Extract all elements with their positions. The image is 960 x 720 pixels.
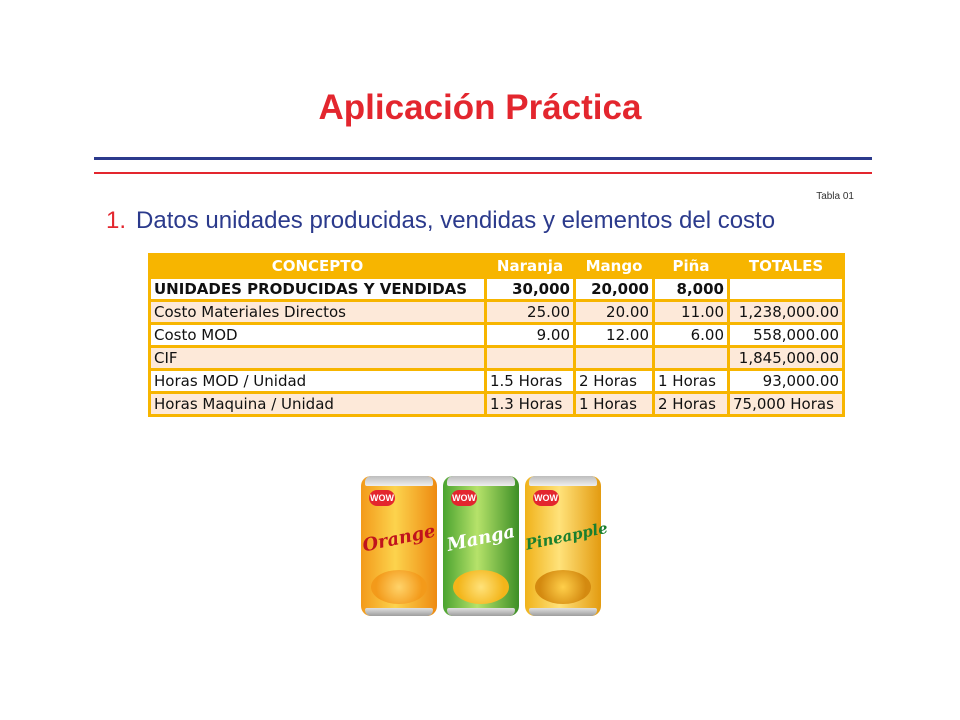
section-heading <box>106 207 775 235</box>
cell-totales: 1,238,000.00 <box>729 301 844 324</box>
cell-naranja: 1.3 Horas <box>486 393 575 416</box>
can-base <box>365 608 433 616</box>
pineapple-fruit-icon <box>535 570 591 604</box>
header-pina: Piña <box>654 255 729 278</box>
cost-table <box>148 253 845 417</box>
cell-mango <box>575 347 654 370</box>
can-base <box>529 608 597 616</box>
cell-naranja <box>486 347 575 370</box>
cell-mango: 2 Horas <box>575 370 654 393</box>
heading-number: 1. <box>106 207 127 234</box>
orange-fruit-icon <box>371 570 427 604</box>
can-lid <box>529 476 597 486</box>
cell-pina: 6.00 <box>654 324 729 347</box>
orange-can <box>361 476 437 616</box>
pineapple-can <box>523 476 610 616</box>
row-label: CIF <box>150 347 486 370</box>
table-header-row <box>150 255 844 278</box>
can-label-mango: Manga <box>445 521 517 556</box>
header-concepto: CONCEPTO <box>150 255 486 278</box>
red-divider <box>94 172 872 174</box>
header-naranja: Naranja <box>486 255 575 278</box>
cell-totales <box>729 278 844 301</box>
cell-naranja: 30,000 <box>486 278 575 301</box>
table-row <box>150 278 844 301</box>
row-label: Costo Materiales Directos <box>150 301 486 324</box>
juice-cans-image <box>355 470 610 620</box>
cell-totales: 558,000.00 <box>729 324 844 347</box>
table-row <box>150 347 844 370</box>
header-totales: TOTALES <box>729 255 844 278</box>
mango-fruit-icon <box>453 570 509 604</box>
cell-mango: 12.00 <box>575 324 654 347</box>
cell-pina: 8,000 <box>654 278 729 301</box>
cell-pina <box>654 347 729 370</box>
cell-totales: 75,000 Horas <box>729 393 844 416</box>
row-label: Costo MOD <box>150 324 486 347</box>
cell-naranja: 9.00 <box>486 324 575 347</box>
can-lid <box>365 476 433 486</box>
wow-logo: WOW <box>533 490 559 506</box>
cell-pina: 1 Horas <box>654 370 729 393</box>
row-label: UNIDADES PRODUCIDAS Y VENDIDAS <box>150 278 486 301</box>
table-row <box>150 324 844 347</box>
table-row <box>150 393 844 416</box>
row-label: Horas MOD / Unidad <box>150 370 486 393</box>
row-label: Horas Maquina / Unidad <box>150 393 486 416</box>
cell-mango: 1 Horas <box>575 393 654 416</box>
can-base <box>447 608 515 616</box>
cell-naranja: 25.00 <box>486 301 575 324</box>
can-lid <box>447 476 515 486</box>
cell-pina: 2 Horas <box>654 393 729 416</box>
table-row <box>150 370 844 393</box>
can-label-orange: Orange <box>360 520 438 557</box>
slide-title: Aplicación Práctica <box>318 88 642 127</box>
cell-pina: 11.00 <box>654 301 729 324</box>
cell-totales: 1,845,000.00 <box>729 347 844 370</box>
table-tag: Tabla 01 <box>816 191 854 202</box>
mango-can <box>443 476 519 616</box>
wow-logo: WOW <box>451 490 477 506</box>
cell-totales: 93,000.00 <box>729 370 844 393</box>
cell-naranja: 1.5 Horas <box>486 370 575 393</box>
heading-text: Datos unidades producidas, vendidas y elementos del costo <box>136 207 776 234</box>
can-label-pineapple: Pineapple <box>523 518 610 554</box>
cost-table-wrapper <box>148 253 845 417</box>
table-row <box>150 301 844 324</box>
cell-mango: 20,000 <box>575 278 654 301</box>
blue-divider <box>94 157 872 160</box>
cell-mango: 20.00 <box>575 301 654 324</box>
wow-logo: WOW <box>369 490 395 506</box>
header-mango: Mango <box>575 255 654 278</box>
